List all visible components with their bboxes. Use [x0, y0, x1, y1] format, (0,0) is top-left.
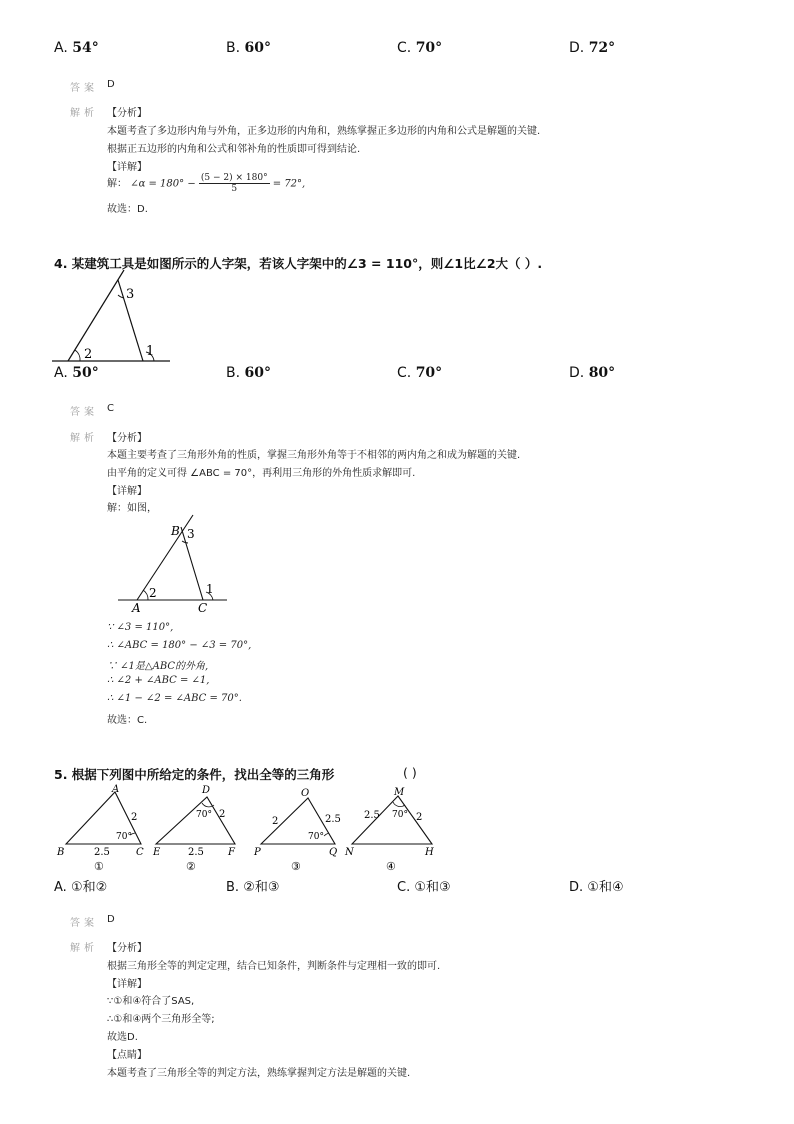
q5-fig4-angle: 70° [392, 810, 408, 820]
q5-paren: ( ) [403, 765, 417, 780]
q5-fig2-v3: F [228, 847, 235, 858]
q4-answer-label: 答案 [70, 407, 98, 418]
q5-fig1-angle: 70° [116, 832, 132, 842]
q5-fig4-side-b: 2 [416, 812, 423, 823]
q4-question: 4. 某建筑工具是如图所示的人字架，若该人字架中的∠3 = 110°，则∠1比∠2大（ ）. [54, 256, 543, 271]
q5-fig2-side-a: 2 [219, 809, 226, 820]
q5-analysis-line3: ∴①和④两个三角形全等; [107, 1014, 215, 1025]
q5-option-a: A. ①和② [54, 880, 108, 895]
q4-analysis-line2: 由平角的定义可得 ∠ABC = 70°，再利用三角形的外角性质求解即可. [107, 468, 416, 479]
q5-fig2-angle: 70° [196, 810, 212, 820]
q4-step-5: ∴ ∠1 − ∠2 = ∠ABC = 70°. [107, 693, 242, 704]
q4-sol-label-1: 1 [206, 582, 214, 596]
q5-dianjing: 【点睛】 [107, 1050, 147, 1061]
q5-analysis-label: 解析 [70, 943, 98, 954]
q5-fig2-circ: ② [186, 860, 196, 873]
q5-xiangjie: 【详解】 [107, 979, 147, 990]
q5-analysis-line1: 根据三角形全等的判定定理，结合已知条件，判断条件与定理相一致的即可. [107, 961, 441, 972]
q5-fig3-side-a: 2 [272, 816, 279, 827]
q5-analysis-line2: ∵①和④符合了SAS, [107, 996, 195, 1007]
q5-fig4-circ: ④ [386, 860, 396, 873]
q4-fig-label-2: 2 [84, 347, 93, 362]
q5-fig1-v2: B [57, 847, 65, 858]
q5-fig1-side-a: 2 [131, 812, 138, 823]
q3-option-d: D. 72° [569, 40, 616, 56]
q5-option-c: C. ①和③ [397, 880, 451, 895]
q4-fig-label-1: 1 [146, 344, 155, 359]
q5-fig3-side-b: 2.5 [325, 814, 341, 825]
q4-analysis-line3: 解：如图， [107, 503, 157, 514]
q4-sol-label-C: C [198, 601, 208, 615]
q3-conclusion: 故选：D. [107, 204, 148, 215]
q4-xiangjie: 【详解】 [107, 486, 147, 497]
q4-step-1: ∵ ∠3 = 110°, [107, 622, 174, 633]
q4-sol-label-2: 2 [149, 586, 157, 600]
q5-fig2-v2: E [153, 847, 161, 858]
q3-answer-value: D [107, 79, 115, 90]
q3-answer-label: 答案 [70, 83, 98, 94]
q5-fig1-v1: A [112, 784, 120, 795]
q4-option-b: B. 60° [226, 365, 271, 381]
q5-figure-3 [253, 788, 341, 873]
q5-figure-1 [56, 784, 144, 873]
q4-sol-label-B: B [171, 524, 180, 538]
q4-analysis-line1: 本题主要考查了三角形外角的性质，掌握三角形外角等于不相邻的两内角之和成为解题的关键. [107, 450, 521, 461]
q3-xiangjie: 【详解】 [107, 162, 147, 173]
q3-option-b: B. 60° [226, 40, 271, 56]
q5-figure-2 [152, 785, 236, 873]
q4-solution-figure [115, 513, 235, 615]
q3-analysis-line2: 根据正五边形的内角和公式和邻补角的性质即可得到结论. [107, 144, 361, 155]
q5-fig2-side-b: 2.5 [188, 847, 204, 858]
q4-fenxi: 【分析】 [107, 433, 147, 444]
q4-figure [50, 268, 180, 366]
q5-fenxi: 【分析】 [107, 943, 147, 954]
q4-fig-label-3: 3 [126, 287, 135, 302]
q5-option-b: B. ②和③ [226, 880, 280, 895]
q3-solution: 解： ∠α = 180° − $\frac{(5 - 2) \times 180^\circ}{5}$ = 72°, [107, 173, 306, 194]
q5-fig3-v2: P [254, 847, 261, 858]
q5-figure-4 [344, 787, 434, 873]
q5-fig3-v3: Q [329, 847, 338, 858]
q3-fenxi: 【分析】 [107, 108, 147, 119]
q5-fig3-circ: ③ [291, 860, 301, 873]
q4-analysis-label: 解析 [70, 433, 98, 444]
q4-step-2: ∴ ∠ABC = 180° − ∠3 = 70°, [107, 640, 252, 651]
q5-fig3-angle: 70° [308, 832, 324, 842]
q5-analysis-line4: 本题考查了三角形全等的判定方法，熟练掌握判定方法是解题的关键. [107, 1068, 411, 1079]
q4-answer-value: C [107, 403, 114, 414]
q3-analysis-label: 解析 [70, 108, 98, 119]
q5-option-d: D. ①和④ [569, 880, 624, 895]
q3-fraction: $\frac{(5 - 2) \times 180^\circ}{5}$ [200, 173, 268, 194]
q5-conclusion: 故选D. [107, 1032, 138, 1043]
q5-fig4-v3: H [425, 847, 434, 858]
q5-fig4-v1: M [394, 787, 405, 798]
q4-option-c: C. 70° [397, 365, 443, 381]
q4-conclusion: 故选：C. [107, 715, 148, 726]
q5-answer-label: 答案 [70, 918, 98, 929]
q5-fig1-side-b: 2.5 [94, 847, 110, 858]
q3-option-c: C. 70° [397, 40, 443, 56]
q5-question: 5. 根据下列图中所给定的条件，找出全等的三角形 [54, 767, 335, 782]
q4-option-d: D. 80° [569, 365, 616, 381]
q5-fig2-v1: D [202, 785, 211, 796]
q5-fig1-v3: C [136, 847, 144, 858]
q3-option-a: A. 54° [54, 40, 99, 56]
q5-figures [52, 782, 452, 874]
q5-answer-value: D [107, 914, 115, 925]
q4-step-3: ∵ ∠1是△ABC的外角, [107, 661, 209, 672]
q4-sol-label-A: A [132, 601, 141, 615]
q4-sol-label-3: 3 [187, 527, 195, 541]
q4-step-4: ∴ ∠2 + ∠ABC = ∠1, [107, 675, 210, 686]
q5-fig1-circ: ① [94, 860, 104, 873]
q3-analysis-line1: 本题考查了多边形内角与外角，正多边形的内角和，熟练掌握正多边形的内角和公式是解题的关键. [107, 126, 541, 137]
q5-fig4-v2: N [345, 847, 354, 858]
q5-fig4-side-a: 2.5 [364, 810, 380, 821]
q5-fig3-v1: O [301, 788, 310, 799]
q4-option-a: A. 50° [54, 365, 99, 381]
